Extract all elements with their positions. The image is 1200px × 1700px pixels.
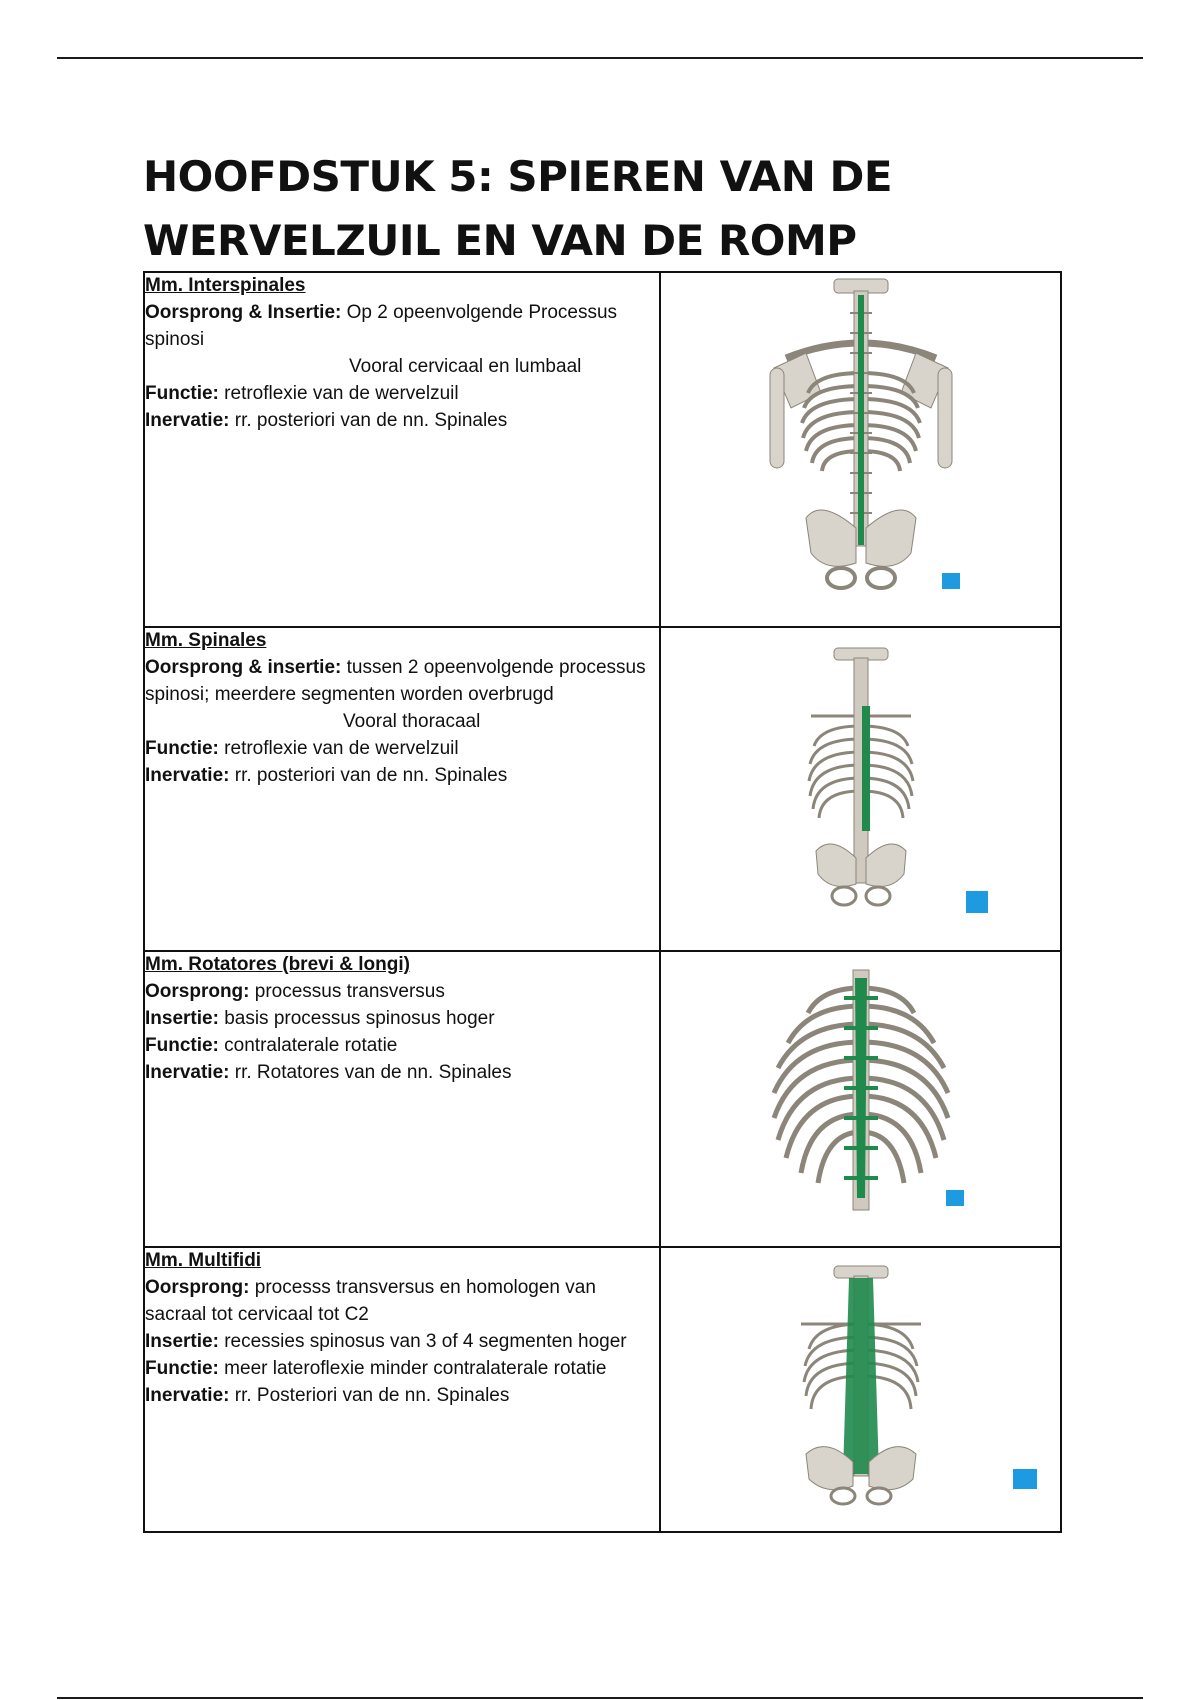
page-title xyxy=(143,145,1043,273)
thorax-rotatores-illustration xyxy=(746,968,976,1228)
skeleton-spinales-illustration xyxy=(726,646,996,936)
region-note: Vooral thoracaal xyxy=(343,711,481,732)
function-line: Functie: retroflexie van de wervelzuil xyxy=(145,383,459,404)
origin-line: Oorsprong: processs transversus en homologen van sacraal tot cervicaal tot C2 xyxy=(145,1277,596,1325)
table-row xyxy=(144,272,1061,627)
function-line: Functie: meer lateroflexie minder contralaterale rotatie xyxy=(145,1358,607,1379)
muscle-description xyxy=(144,272,660,627)
muscle-name: Mm. Multifidi xyxy=(145,1250,262,1271)
innervation-line: Inervatie: rr. posteriori van de nn. Spinales xyxy=(145,410,508,431)
muscle-image-cell xyxy=(660,951,1061,1247)
innervation-line: Inervatie: rr. Posteriori van de nn. Spinales xyxy=(145,1385,510,1406)
innervation-line: Inervatie: rr. posteriori van de nn. Spinales xyxy=(145,765,508,786)
origin-insertion-line: Oorsprong & Insertie: Op 2 opeenvolgende Processus spinosi xyxy=(145,302,618,350)
function-line: Functie: contralaterale rotatie xyxy=(145,1035,398,1056)
muscle-description xyxy=(144,1247,660,1532)
muscle-name: Mm. Rotatores (brevi & longi) xyxy=(145,954,410,975)
function-line: Functie: retroflexie van de wervelzuil xyxy=(145,738,459,759)
muscle-name: Mm. Interspinales xyxy=(145,275,306,296)
title-line-1: HOOFDSTUK 5: SPIEREN VAN DE xyxy=(143,152,893,201)
innervation-line: Inervatie: rr. Rotatores van de nn. Spinales xyxy=(145,1062,512,1083)
title-line-2: WERVELZUIL EN VAN DE ROMP xyxy=(143,216,857,265)
skeleton-interspinales-illustration xyxy=(746,273,976,603)
region-note: Vooral cervicaal en lumbaal xyxy=(349,356,582,377)
table-row xyxy=(144,951,1061,1247)
bottom-rule xyxy=(57,1697,1143,1699)
skeleton-multifidi-illustration xyxy=(681,1264,1041,1514)
muscle-image-cell xyxy=(660,1247,1061,1532)
muscle-description xyxy=(144,951,660,1247)
muscle-name: Mm. Spinales xyxy=(145,630,267,651)
muscle-image-cell xyxy=(660,627,1061,951)
table-row xyxy=(144,627,1061,951)
origin-line: Oorsprong: processus transversus xyxy=(145,981,445,1002)
insertion-line: Insertie: recessies spinosus van 3 of 4 segmenten hoger xyxy=(145,1331,627,1352)
muscle-image-cell xyxy=(660,272,1061,627)
muscle-description xyxy=(144,627,660,951)
origin-insertion-line: Oorsprong & insertie: tussen 2 opeenvolgende processus spinosi; meerdere segmenten worden overbrugd xyxy=(145,657,646,705)
muscle-table xyxy=(143,271,1062,1533)
table-row xyxy=(144,1247,1061,1532)
insertion-line: Insertie: basis processus spinosus hoger xyxy=(145,1008,495,1029)
top-rule xyxy=(57,57,1143,59)
